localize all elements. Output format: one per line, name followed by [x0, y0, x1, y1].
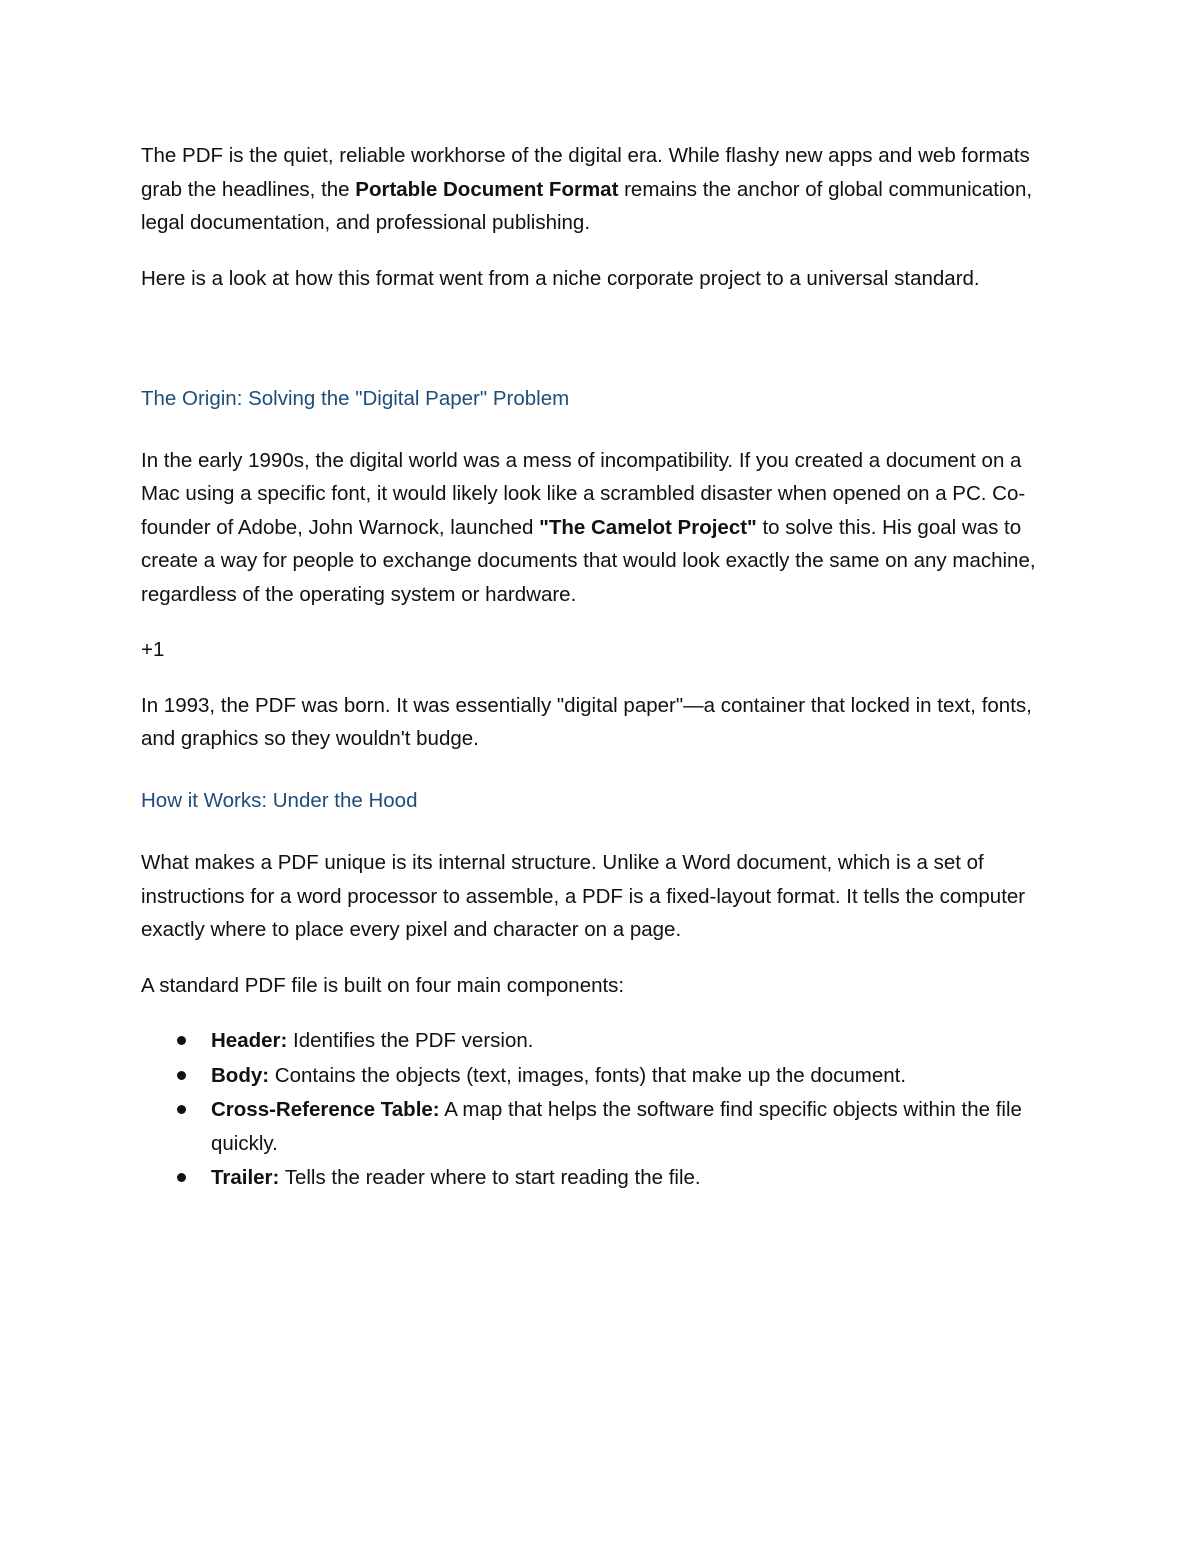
origin-text-a: In the early 1990s, the digital world was a mess of incompatibility. If you created a document on a Mac using a specific font, it would likely look like a scrambled disaster when opened on a PC. Co-founder of Adobe, John Warnock, launched: [141, 448, 1026, 539]
intro-text-a: The PDF is the quiet, reliable workhorse of the digital era. While flashy new apps and web formats grab the headlines, the: [141, 144, 1030, 201]
intro-text-b: remains the anchor of global communication, legal documentation, and professional publishing.: [141, 177, 1033, 234]
list-item-desc: Identifies the PDF version.: [287, 1029, 534, 1052]
list-item: [141, 1059, 1061, 1093]
section-heading-origin: The Origin: Solving the "Digital Paper" Problem: [141, 387, 570, 410]
list-item-desc: A map that helps the software find specific objects within the file quickly.: [211, 1098, 1022, 1155]
list-item: [141, 1093, 1061, 1160]
document-body: [141, 139, 1061, 1196]
components-intro: A standard PDF file is built on four main components:: [141, 973, 625, 997]
components-list: [141, 1024, 1061, 1195]
origin-text-b: to solve this. His goal was to create a way for people to exchange documents that would look exactly the same on any machine, regardless of the operating system or hardware.: [141, 515, 1036, 606]
works-paragraph: What makes a PDF unique is its internal structure. Unlike a Word document, which is a set of instructions for a word processor to assemble, a PDF is a fixed-layout format. It tells the computer exactly where to place every pixel and character on a page.: [141, 851, 1026, 941]
section-heading-works: How it Works: Under the Hood: [141, 788, 418, 812]
intro-bold-term: Portable Document Format: [355, 177, 619, 201]
list-item-term: Header:: [211, 1029, 288, 1052]
bullet-icon: [177, 1071, 186, 1080]
bullet-icon: [177, 1036, 186, 1045]
origin-bold-term: "The Camelot Project": [539, 515, 757, 539]
born-paragraph: In 1993, the PDF was born. It was essentially "digital paper"—a container that locked in text, fonts, and graphics so they wouldn't budge.: [141, 693, 1032, 750]
intro-paragraph-2: Here is a look at how this format went from a niche corporate project to a universal standard.: [141, 266, 980, 290]
intro-paragraph: [141, 139, 1061, 240]
list-item-term: Trailer:: [211, 1166, 280, 1189]
bullet-icon: [177, 1105, 186, 1114]
list-item-desc: Contains the objects (text, images, fonts) that make up the document.: [269, 1063, 907, 1087]
list-item: [141, 1161, 1061, 1195]
plus-one-text: +1: [141, 638, 165, 661]
list-item: [141, 1024, 1061, 1058]
list-item-desc: Tells the reader where to start reading the file.: [279, 1166, 701, 1189]
list-item-term: Cross-Reference Table:: [211, 1098, 440, 1121]
list-item-term: Body:: [211, 1063, 270, 1087]
origin-paragraph: [141, 444, 1061, 612]
bullet-icon: [177, 1173, 186, 1182]
